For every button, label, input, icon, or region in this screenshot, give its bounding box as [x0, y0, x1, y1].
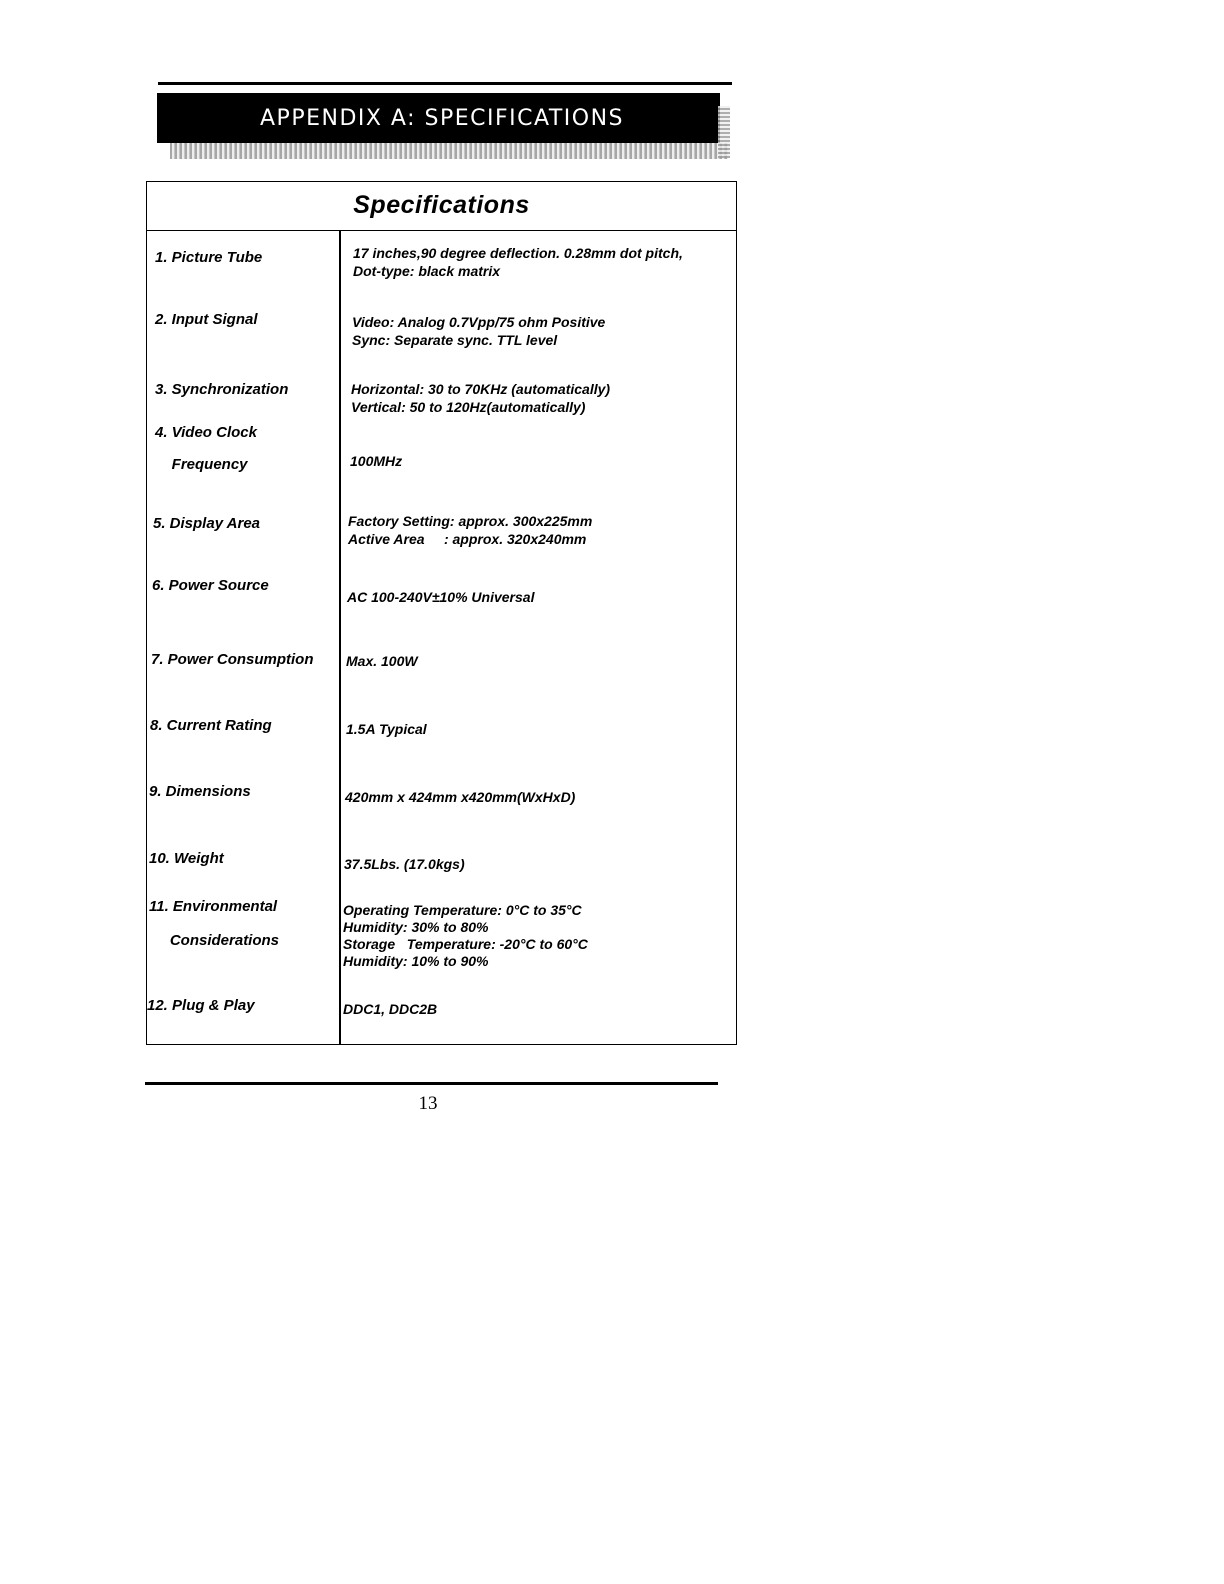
header-shadow — [170, 143, 728, 159]
appendix-title: APPENDIX A: SPECIFICATIONS — [260, 105, 624, 131]
specifications-table — [146, 181, 737, 1045]
column-divider — [339, 230, 341, 1045]
row-value: 420mm x 424mm x420mm(WxHxD) — [345, 789, 576, 805]
table-title: Specifications — [147, 182, 736, 231]
row-label: 8. Current Rating — [150, 717, 272, 734]
page-number: 13 — [418, 1093, 438, 1114]
row-label: 10. Weight — [149, 850, 224, 867]
row-label: 6. Power Source — [152, 577, 269, 594]
row-value: Max. 100W — [346, 653, 418, 669]
top-rule — [158, 82, 732, 85]
row-label: 2. Input Signal — [155, 311, 258, 328]
row-value: Horizontal: 30 to 70KHz (automatically) Vertical: 50 to 120Hz(automatically) — [351, 381, 611, 415]
row-label: 11. Environmental Considerations — [149, 898, 280, 949]
row-value: 100MHz — [350, 453, 403, 469]
row-label: 9. Dimensions — [149, 783, 251, 800]
row-value: Operating Temperature: 0°C to 35°C Humidity: 30% to 80% Storage Temperature: -20°C to 60°C Humidity: 10% to 90% — [343, 902, 588, 969]
row-label: 5. Display Area — [153, 515, 260, 532]
row-value: AC 100-240V±10% Universal — [347, 589, 535, 605]
row-label: 12. Plug & Play — [147, 997, 255, 1014]
row-label: 7. Power Consumption — [151, 651, 314, 668]
row-value: 1.5A Typical — [346, 721, 427, 737]
row-label: 4. Video Clock Frequency — [155, 424, 257, 473]
row-value: Video: Analog 0.7Vpp/75 ohm Positive Sync: Separate sync. TTL level — [352, 314, 606, 348]
row-value: 37.5Lbs. (17.0kgs) — [344, 856, 465, 872]
header-edge — [718, 106, 730, 158]
row-value: DDC1, DDC2B — [343, 1001, 438, 1017]
row-value: 17 inches,90 degree deflection. 0.28mm dot pitch, Dot-type: black matrix — [353, 245, 683, 279]
row-value: Factory Setting: approx. 300x225mm Active Area : approx. 320x240mm — [348, 513, 593, 547]
bottom-rule — [145, 1082, 718, 1085]
row-label: 3. Synchronization — [155, 381, 289, 398]
appendix-header — [157, 93, 720, 143]
row-label: 1. Picture Tube — [155, 249, 263, 266]
